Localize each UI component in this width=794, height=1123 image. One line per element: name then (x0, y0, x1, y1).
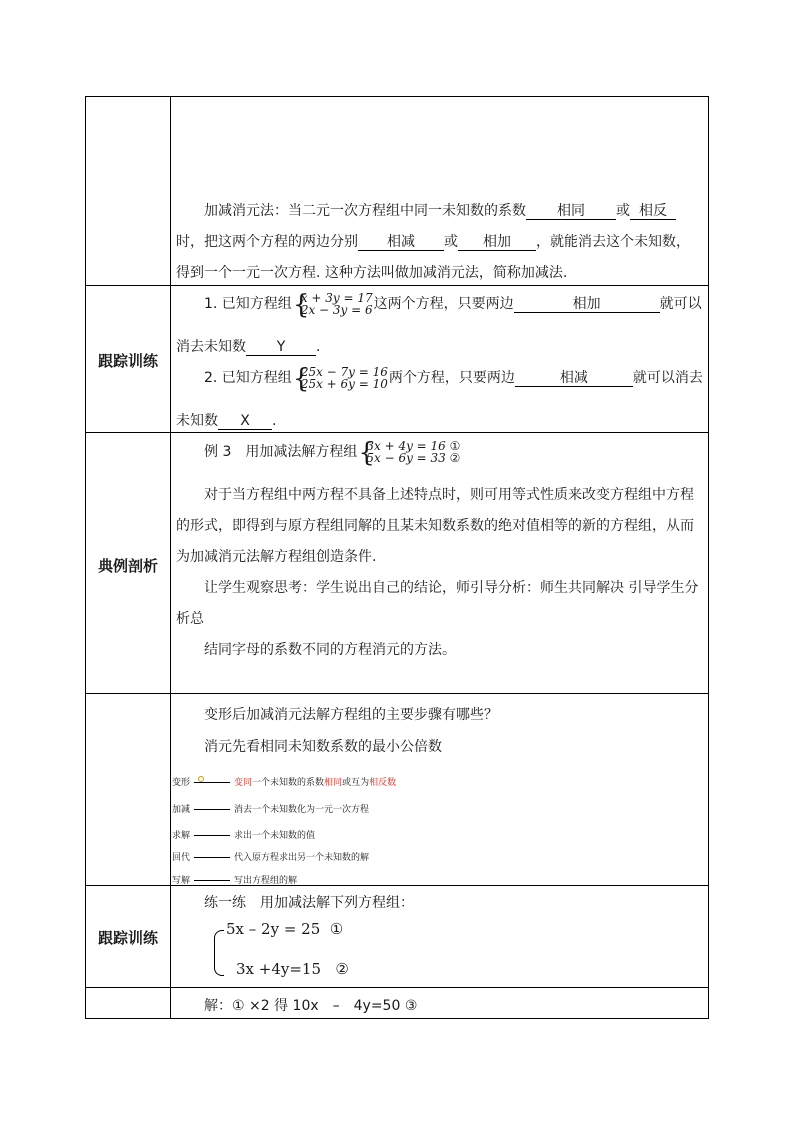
label-tracking-practice-1: 跟踪训练 (97, 352, 158, 370)
question-2-line-1 (204, 364, 703, 394)
step-back-substitute-name: 回代 (172, 853, 191, 863)
step-write-solution-name: 写解 (172, 876, 191, 886)
step-transform-name: 变形 (172, 778, 191, 788)
label-example-analysis: 典例剖析 (97, 557, 158, 575)
word-or-1: 或 (616, 203, 630, 219)
table-top-border (85, 96, 709, 97)
question-1-post: 就可以 (659, 296, 702, 312)
blank-opposite: 相反 (630, 204, 676, 220)
step-solve (172, 828, 315, 841)
step-back-substitute-dash (194, 857, 230, 858)
step-add-subtract (172, 802, 369, 815)
question-1-blank-2: Y (246, 340, 316, 356)
practice-eq2-text: 3x +4y=15 (236, 960, 322, 978)
steps-answer: 消元先看相同未知数系数的最小公倍数 (204, 739, 442, 755)
blank-same: 相同 (526, 204, 616, 220)
step-transform-desc-3: 相同 (324, 778, 343, 788)
question-1-prefix: 1. 已知方程组 (204, 296, 292, 312)
definition-text-2b: ，就能消去这个未知数， (536, 234, 690, 250)
definition-line-2 (176, 231, 690, 251)
question-2-period: . (272, 413, 277, 429)
question-1-period: . (316, 339, 321, 355)
label-tracking-practice-2: 跟踪训练 (97, 929, 158, 947)
definition-line-1 (204, 200, 676, 220)
question-1-mid: 这两个方程，只要两边 (373, 296, 514, 312)
step-transform (172, 775, 396, 788)
step-write-solution-dash (194, 880, 230, 881)
step-transform-desc-2: 一个未知数的系数 (252, 778, 325, 788)
question-2-blank-2: X (218, 414, 272, 430)
step-solve-name: 求解 (172, 831, 191, 841)
example-paragraph-2-line-2: 析总 (176, 611, 204, 627)
step-transform-desc-4: 或互为 (342, 778, 370, 788)
practice-circled-1: ① (329, 920, 344, 938)
blank-subtract: 相减 (358, 235, 444, 251)
question-1-eq2: 2x − 3y = 6 (300, 303, 373, 317)
question-1-eq1: x + 3y = 17 (300, 291, 373, 305)
step-add-subtract-dash (194, 809, 230, 810)
table-column-divider (170, 96, 171, 1019)
question-2-blank: 相减 (515, 371, 633, 387)
practice-equation-2 (236, 960, 349, 978)
example-paragraph-1-line-2: 的形式，即得到与原方程组同解的且某未知数系数的绝对值相等的新的方程组，从而 (176, 518, 694, 534)
example-paragraph-2-line-1: 让学生观察思考：学生说出自己的结论，师引导分析：师生共同解决 引导学生分 (204, 580, 699, 596)
question-1-line-1 (204, 290, 702, 320)
step-transform-desc-1: 变同 (234, 778, 253, 788)
row-divider-3 (85, 693, 709, 694)
question-2-line2-prefix: 未知数 (176, 413, 218, 429)
circled-1: ① (449, 439, 461, 453)
question-1-blank: 相加 (514, 297, 660, 313)
step-add-subtract-desc: 消去一个未知数化为一元一次方程 (234, 805, 370, 815)
step-solve-dash (194, 835, 230, 836)
example-3-eq1: 3x + 4y = 16 ① (366, 439, 461, 453)
step-transform-dash (194, 782, 230, 783)
question-2-system: { 25x − 7y = 16 25x + 6y = 10 (292, 364, 388, 394)
blank-add: 相加 (458, 235, 536, 251)
question-1-line-2 (176, 336, 320, 356)
example-3-system: { 3x + 4y = 16 ① 5x − 6y = 33 ② (358, 438, 461, 468)
example-paragraph-1-line-1: 对于当方程组中两方程不具备上述特点时，则可用等式性质来改变方程组中方程 (204, 487, 694, 503)
question-2-eq1: 25x − 7y = 16 (300, 365, 388, 379)
practice-brace (214, 930, 224, 976)
definition-text-2: 时，把这两个方程的两边分别 (176, 234, 358, 250)
row-divider-1 (85, 285, 709, 286)
step-transform-desc-5: 相反数 (369, 778, 397, 788)
practice-equation-1 (226, 920, 343, 938)
example-3-heading (204, 438, 461, 468)
question-2-line-2 (176, 410, 276, 430)
bullet-marker-icon (198, 776, 204, 782)
circled-2: ② (449, 451, 461, 465)
word-or-2: 或 (444, 234, 458, 250)
question-2-mid: 两个方程，只要两边 (388, 370, 515, 386)
example-paragraph-3: 结同字母的系数不同的方程消元的方法。 (204, 642, 456, 658)
question-1-system: { x + 3y = 17 2x − 3y = 6 (292, 290, 373, 320)
example-paragraph-1-line-3: 为加减消元法解方程组创造条件. (176, 549, 377, 565)
question-1-line2-prefix: 消去未知数 (176, 339, 246, 355)
step-back-substitute-desc: 代入原方程求出另一个未知数的解 (234, 853, 370, 863)
practice-eq1-text: 5x – 2y = 25 (226, 920, 321, 938)
practice-prompt: 练一练 用加减法解下列方程组： (204, 895, 414, 911)
example-3-prefix: 例 3 用加减法解方程组 (204, 444, 358, 460)
practice-circled-2: ② (335, 960, 349, 978)
question-2-post: 就可以消去 (632, 370, 703, 386)
step-solve-desc: 求出一个未知数的值 (234, 831, 316, 841)
step-add-subtract-name: 加减 (172, 805, 191, 815)
definition-line-3: 得到一个一元一次方程. 这种方法叫做加减消元法，简称加减法. (176, 265, 568, 281)
example-3-eq2: 5x − 6y = 33 ② (366, 451, 461, 465)
question-2-prefix: 2. 已知方程组 (204, 370, 292, 386)
table-right-border (708, 96, 709, 1019)
step-write-solution-desc: 写出方程组的解 (234, 876, 298, 886)
row-divider-2 (85, 432, 709, 433)
solution-line: 解：① ×2 得 10x – 4y=50 ③ (204, 998, 418, 1014)
table-bottom-border (85, 1018, 709, 1019)
row-divider-5 (85, 987, 709, 988)
step-write-solution (172, 873, 297, 886)
question-2-eq2: 25x + 6y = 10 (300, 377, 388, 391)
definition-text-1: 加减消元法：当二元一次方程组中同一未知数的系数 (204, 203, 526, 219)
steps-question: 变形后加减消元法解方程组的主要步骤有哪些？ (204, 707, 498, 723)
step-back-substitute (172, 850, 369, 863)
